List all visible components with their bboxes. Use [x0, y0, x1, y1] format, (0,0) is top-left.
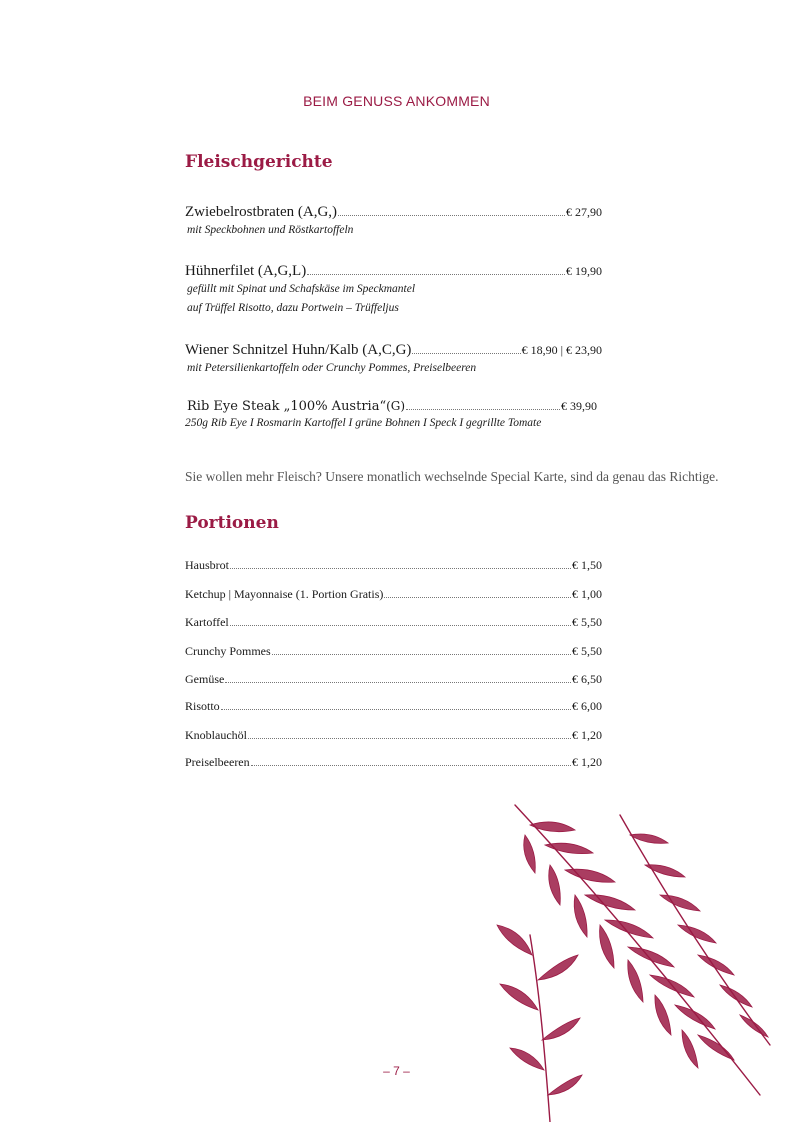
portion-price: € 6,00	[572, 699, 602, 713]
dot-leader	[384, 597, 571, 598]
portion-name: Preiselbeeren	[185, 755, 250, 769]
portion-name: Ketchup | Mayonnaise (1. Portion Gratis)	[185, 587, 384, 601]
portion-name: Hausbrot	[185, 558, 229, 572]
portion-price: € 1,00	[572, 587, 602, 601]
dish-price: € 39,90	[561, 399, 597, 413]
dish-item	[185, 399, 597, 433]
dot-leader	[251, 765, 571, 766]
dish-item	[185, 342, 602, 378]
portion-price: € 1,20	[572, 755, 602, 769]
portion-name: Crunchy Pommes	[185, 644, 271, 658]
dot-leader	[307, 274, 565, 275]
dish-description: auf Trüffel Risotto, dazu Portwein – Trüffeljus	[187, 302, 399, 314]
portion-price: € 1,20	[572, 728, 602, 742]
dish-price: € 19,90	[566, 264, 602, 278]
portion-item	[185, 558, 602, 573]
portion-price: € 6,50	[572, 672, 602, 686]
dot-leader	[272, 654, 571, 655]
dish-name: Zwiebelrostbraten (A,G,)	[185, 204, 338, 220]
portion-item	[185, 728, 602, 743]
dot-leader	[406, 409, 560, 410]
dish-name-text: Rib Eye Steak „100% Austria“	[187, 399, 387, 414]
portion-item	[185, 587, 602, 602]
dish-name: Wiener Schnitzel Huhn/Kalb (A,C,G)	[185, 342, 412, 358]
dish-name	[185, 399, 405, 414]
dish-allergens: (G)	[386, 399, 406, 413]
dish-name: Hühnerfilet (A,G,L)	[185, 263, 307, 279]
portion-name: Kartoffel	[185, 615, 229, 629]
dot-leader	[221, 709, 571, 710]
portion-item	[185, 644, 602, 659]
portion-item	[185, 755, 602, 770]
dish-item	[185, 263, 602, 318]
portion-item	[185, 699, 602, 714]
portion-price: € 5,50	[572, 615, 602, 629]
page-header: BEIM GENUSS ANKOMMEN	[303, 93, 490, 109]
dot-leader	[230, 568, 571, 569]
dish-item	[185, 204, 602, 240]
dish-description: mit Petersilienkartoffeln oder Crunchy Pommes, Preiselbeeren	[187, 362, 477, 374]
portion-price: € 5,50	[572, 644, 602, 658]
portion-item	[185, 615, 602, 630]
section-title-meat: Fleischgerichte	[185, 152, 333, 172]
dish-description: 250g Rib Eye I Rosmarin Kartoffel I grüne Bohnen I Speck I gegrillte Tomate	[185, 417, 542, 429]
dot-leader	[248, 738, 571, 739]
portion-price: € 1,50	[572, 558, 602, 572]
dot-leader	[412, 353, 520, 354]
dish-description: gefüllt mit Spinat und Schafskäse im Speckmantel	[187, 283, 416, 295]
dish-description: mit Speckbohnen und Röstkartoffeln	[187, 224, 354, 236]
dish-price: € 18,90 | € 23,90	[521, 343, 602, 357]
portion-name: Risotto	[185, 699, 220, 713]
dot-leader	[225, 682, 571, 683]
portion-name: Gemüse	[185, 672, 225, 686]
portion-name: Knoblauchöl	[185, 728, 247, 742]
section-title-portions: Portionen	[185, 513, 279, 533]
dot-leader	[230, 625, 571, 626]
dish-price: € 27,90	[566, 205, 602, 219]
dot-leader	[338, 215, 565, 216]
special-menu-note: Sie wollen mehr Fleisch? Unsere monatlich wechselnde Special Karte, sind da genau das Richtige.	[185, 469, 719, 484]
portion-item	[185, 672, 602, 687]
page-number: – 7 –	[383, 1064, 410, 1078]
